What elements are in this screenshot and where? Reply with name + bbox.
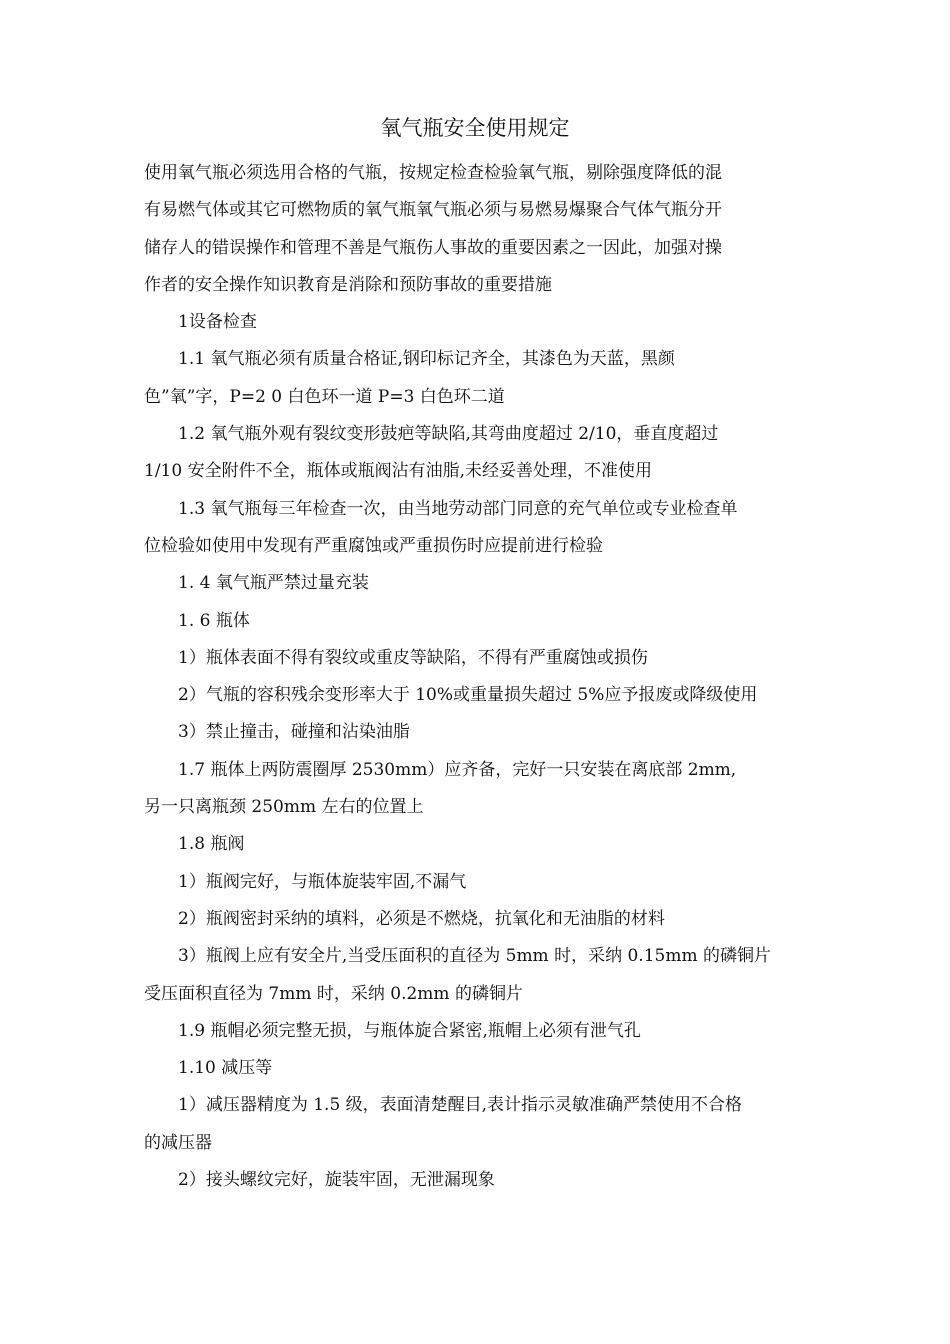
list-item-1-10-2: 2）接头螺纹完好，旋装牢固，无泄漏现象: [178, 1170, 495, 1191]
list-item-1-6-1: 1）瓶体表面不得有裂纹或重皮等缺陷，不得有严重腐蚀或损伤: [178, 647, 648, 668]
document-title: 氧气瓶安全使用规定: [380, 116, 570, 140]
paragraph-1-1: [144, 341, 812, 416]
paragraph-1-8: 1.8 瓶阀: [178, 834, 245, 855]
paragraph-line: 1.1 氧气瓶必须有质量合格证,钢印标记齐全，其漆色为天蓝，黑颜: [178, 349, 675, 370]
paragraph-1-3: [144, 491, 812, 566]
paragraph-line: 1/10 安全附件不全，瓶体或瓶阀沾有油脂,未经妥善处理，不准使用: [144, 461, 652, 482]
paragraph-line: 的减压器: [144, 1132, 212, 1153]
section-heading-1: 1设备检查: [178, 312, 257, 333]
list-item-1-8-2: 2）瓶阀密封采纳的填料，必须是不燃烧，抗氧化和无油脂的材料: [178, 908, 665, 929]
document-body: [144, 155, 812, 1199]
paragraph-line: 1.2 氧气瓶外观有裂纹变形鼓疤等缺陷,其弯曲度超过 2/10，垂直度超过: [178, 424, 719, 445]
list-item-1-8-1: 1）瓶阀完好，与瓶体旋装牢固,不漏气: [178, 871, 467, 892]
paragraph-line: 受压面积直径为 7mm 时，采纳 0.2mm 的磷铜片: [144, 983, 523, 1004]
paragraph-line: 3）瓶阀上应有安全片,当受压面积的直径为 5mm 时，采纳 0.15mm 的磷铜片: [178, 946, 771, 967]
list-item-1-8-3: [144, 938, 812, 1013]
paragraph-line: 1）减压器精度为 1.5 级，表面清楚醒目,表计指示灵敏准确严禁使用不合格: [178, 1095, 743, 1116]
paragraph-1-9: 1.9 瓶帽必须完整无损，与瓶体旋合紧密,瓶帽上必须有泄气孔: [178, 1020, 641, 1041]
paragraph-line: 色”氧”字，P=2 0 白色环一道 P=3 白色环二道: [144, 386, 505, 407]
intro-line: 有易燃气体或其它可燃物质的氧气瓶氧气瓶必须与易燃易爆聚合气体气瓶分开: [144, 200, 722, 221]
paragraph-1-2: [144, 416, 812, 491]
paragraph-line: 位检验如使用中发现有严重腐蚀或严重损伤时应提前进行检验: [144, 535, 603, 556]
list-item-1-6-3: 3）禁止撞击，碰撞和沾染油脂: [178, 722, 410, 743]
list-item-1-6-2: 2）气瓶的容积残余变形率大于 10%或重量损失超过 5%应予报废或降级使用: [178, 685, 758, 706]
paragraph-1-10: 1.10 减压等: [178, 1058, 273, 1079]
paragraph-1-6: 1. 6 瓶体: [178, 610, 250, 631]
intro-line: 储存人的错误操作和管理不善是气瓶伤人事故的重要因素之一因此，加强对操: [144, 237, 722, 258]
intro-line: 作者的安全操作知识教育是消除和预防事故的重要措施: [144, 274, 552, 295]
paragraph-line: 1.3 氧气瓶每三年检查一次，由当地劳动部门同意的充气单位或专业检查单: [178, 498, 738, 519]
intro-line: 使用氧气瓶必须选用合格的气瓶，按规定检查检验氧气瓶，剔除强度降低的混: [144, 163, 722, 183]
paragraph-1-7: [144, 752, 812, 827]
intro-paragraph: [144, 155, 812, 304]
paragraph-line: 1.7 瓶体上两防震圈厚 2530mm）应齐备，完好一只安装在离底部 2mm,: [178, 759, 737, 780]
paragraph-line: 另一只离瓶颈 250mm 左右的位置上: [144, 797, 424, 818]
paragraph-1-4: 1. 4 氧气瓶严禁过量充装: [178, 573, 369, 594]
list-item-1-10-1: [144, 1087, 812, 1162]
